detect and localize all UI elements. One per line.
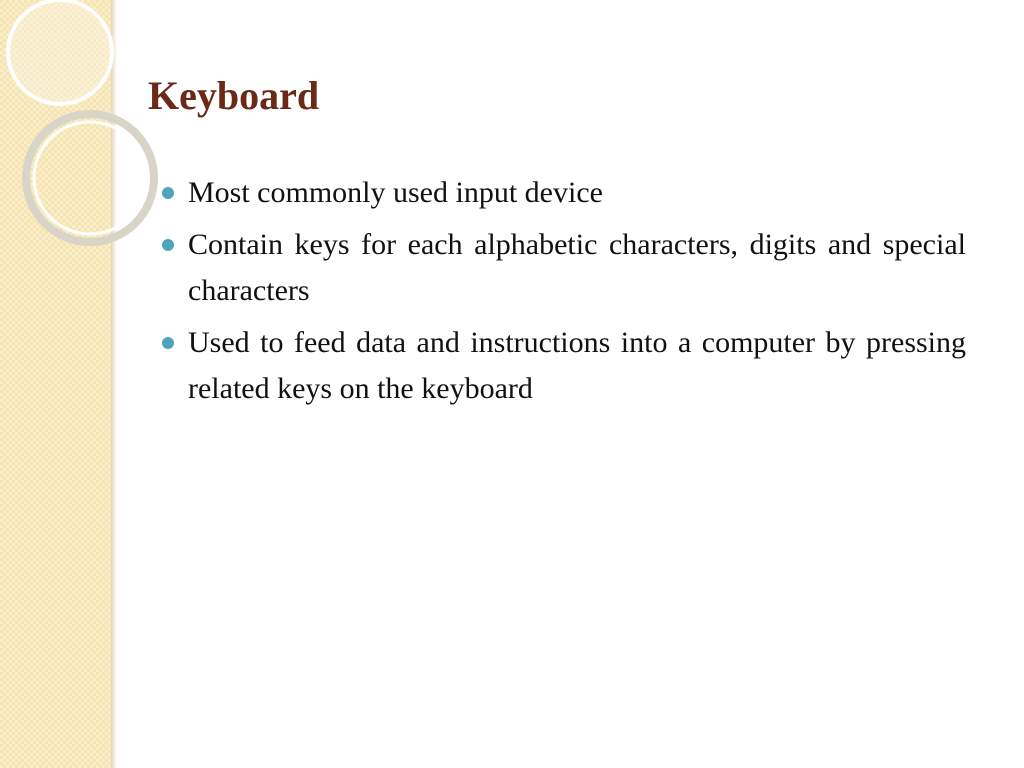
bullet-dot-icon bbox=[162, 187, 174, 199]
bullet-list bbox=[160, 170, 966, 418]
bullet-text: Most commonly used input device bbox=[188, 176, 603, 209]
bullet-item bbox=[160, 222, 966, 314]
decorative-side-band bbox=[0, 0, 111, 768]
slide-title: Keyboard bbox=[148, 73, 320, 118]
bullet-item bbox=[160, 170, 966, 216]
bullet-text: Used to feed data and instructions into a computer by pressing related keys on the keyboard bbox=[188, 326, 966, 405]
bullet-item bbox=[160, 320, 966, 412]
bullet-dot-icon bbox=[162, 239, 174, 251]
bullet-dot-icon bbox=[162, 337, 174, 349]
bullet-text: Contain keys for each alphabetic characters, digits and special characters bbox=[188, 228, 966, 307]
side-band-shadow bbox=[111, 0, 117, 768]
